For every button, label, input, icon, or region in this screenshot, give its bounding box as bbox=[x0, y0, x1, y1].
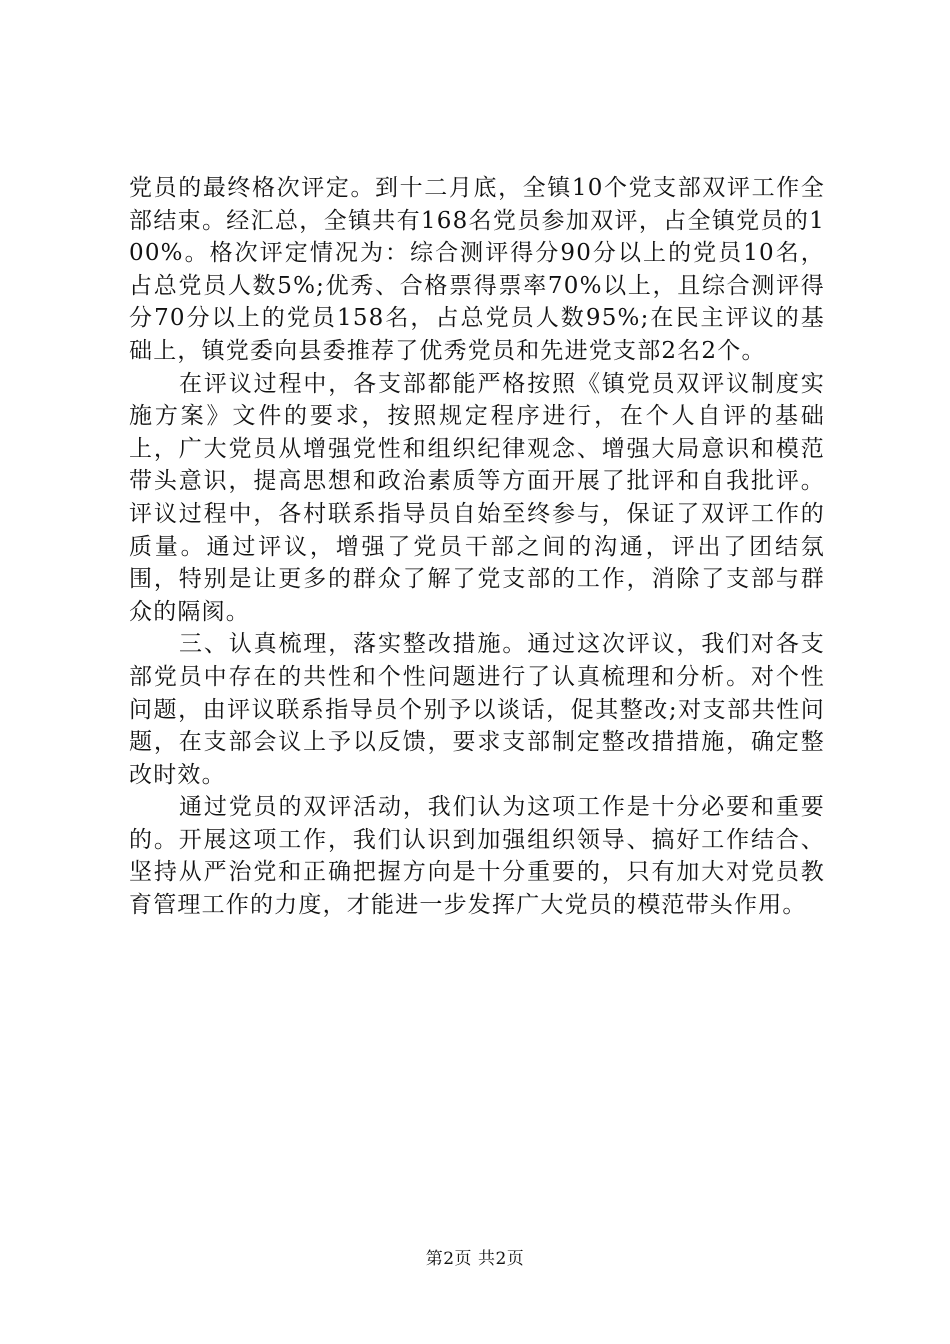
paragraph-conclusion: 通过党员的双评活动，我们认为这项工作是十分必要和重要的。开展这项工作，我们认识到加强组织领导、搞好工作结合、坚持从严治党和正确把握方向是十分重要的，只有加大对党员教育管理工作的力度，才能进一步发挥广大党员的模范带头作用。 bbox=[129, 794, 825, 919]
paragraph-rectification-measures: 三、认真梳理，落实整改措施。通过这次评议，我们对各支部党员中存在的共性和个性问题进行了认真梳理和分析。对个性问题，由评议联系指导员个别予以谈话，促其整改;对支部共性问题，在支部会议上予以反馈，要求支部制定整改措措施，确定整改时效。 bbox=[129, 631, 825, 788]
paragraph-continuation: 党员的最终格次评定。到十二月底，全镇10个党支部双评工作全部结束。经汇总，全镇共有168名党员参加双评，占全镇党员的100%。格次评定情况为：综合测评得分90分以上的党员10名，占总党员人数5%;优秀、合格票得票率70%以上，且综合测评得分70分以上的党员158名，占总党员人数95%;在民主评议的基础上，镇党委向县委推荐了优秀党员和先进党支部2名2个。 bbox=[129, 175, 825, 364]
page-footer: 第2页 共2页 bbox=[425, 1249, 525, 1269]
paragraph-review-process: 在评议过程中，各支部都能严格按照《镇党员双评议制度实施方案》文件的要求，按照规定程序进行，在个人自评的基础上，广大党员从增强党性和组织纪律观念、增强大局意识和模范带头意识，提高思想和政治素质等方面开展了批评和自我批评。评议过程中，各村联系指导员自始至终参与，保证了双评工作的质量。通过评议，增强了党员干部之间的沟通，评出了团结氛围，特别是让更多的群众了解了党支部的工作，消除了支部与群众的隔阂。 bbox=[129, 370, 825, 625]
document-body bbox=[129, 172, 825, 922]
